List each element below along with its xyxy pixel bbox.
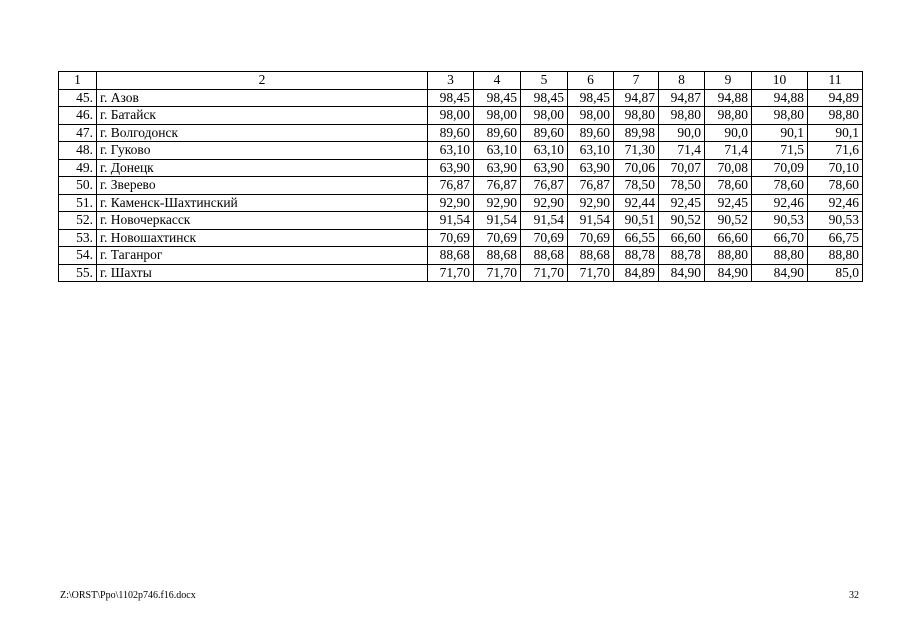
value-cell: 63,90 <box>428 159 474 177</box>
row-number-cell: 54. <box>59 247 97 265</box>
value-cell: 88,68 <box>474 247 521 265</box>
value-cell: 90,53 <box>752 212 808 230</box>
value-cell: 70,06 <box>614 159 659 177</box>
value-cell: 98,00 <box>428 107 474 125</box>
value-cell: 71,70 <box>428 264 474 282</box>
value-cell: 71,70 <box>521 264 568 282</box>
footer-page-number: 32 <box>849 590 859 601</box>
value-cell: 92,90 <box>428 194 474 212</box>
value-cell: 71,70 <box>474 264 521 282</box>
value-cell: 92,90 <box>568 194 614 212</box>
value-cell: 70,69 <box>521 229 568 247</box>
value-cell: 71,70 <box>568 264 614 282</box>
value-cell: 91,54 <box>428 212 474 230</box>
value-cell: 63,90 <box>474 159 521 177</box>
value-cell: 90,52 <box>705 212 752 230</box>
city-name-cell: г. Гуково <box>97 142 428 160</box>
footer-file-path: Z:\ORST\Ppo\1102p746.f16.docx <box>60 590 196 601</box>
value-cell: 92,90 <box>521 194 568 212</box>
value-cell: 92,45 <box>705 194 752 212</box>
value-cell: 76,87 <box>568 177 614 195</box>
row-number-cell: 53. <box>59 229 97 247</box>
value-cell: 71,5 <box>752 142 808 160</box>
row-number-cell: 50. <box>59 177 97 195</box>
row-number-cell: 51. <box>59 194 97 212</box>
value-cell: 91,54 <box>521 212 568 230</box>
header-cell: 6 <box>568 72 614 90</box>
row-number-cell: 47. <box>59 124 97 142</box>
value-cell: 94,88 <box>752 89 808 107</box>
value-cell: 88,80 <box>808 247 863 265</box>
table-row <box>59 89 863 107</box>
value-cell: 76,87 <box>521 177 568 195</box>
value-cell: 92,46 <box>808 194 863 212</box>
value-cell: 90,0 <box>659 124 705 142</box>
table-row <box>59 247 863 265</box>
header-cell: 5 <box>521 72 568 90</box>
value-cell: 90,0 <box>705 124 752 142</box>
value-cell: 63,10 <box>521 142 568 160</box>
city-name-cell: г. Батайск <box>97 107 428 125</box>
value-cell: 88,68 <box>521 247 568 265</box>
table-header-row <box>59 72 863 90</box>
value-cell: 71,4 <box>659 142 705 160</box>
header-cell: 7 <box>614 72 659 90</box>
city-name-cell: г. Новошахтинск <box>97 229 428 247</box>
value-cell: 78,60 <box>705 177 752 195</box>
header-cell: 3 <box>428 72 474 90</box>
value-cell: 76,87 <box>474 177 521 195</box>
value-cell: 92,46 <box>752 194 808 212</box>
value-cell: 88,78 <box>614 247 659 265</box>
value-cell: 71,30 <box>614 142 659 160</box>
value-cell: 66,60 <box>705 229 752 247</box>
city-name-cell: г. Азов <box>97 89 428 107</box>
value-cell: 71,4 <box>705 142 752 160</box>
value-cell: 94,87 <box>659 89 705 107</box>
value-cell: 66,70 <box>752 229 808 247</box>
row-number-cell: 45. <box>59 89 97 107</box>
value-cell: 63,10 <box>474 142 521 160</box>
value-cell: 91,54 <box>568 212 614 230</box>
value-cell: 78,60 <box>808 177 863 195</box>
header-cell: 8 <box>659 72 705 90</box>
value-cell: 92,44 <box>614 194 659 212</box>
value-cell: 98,80 <box>614 107 659 125</box>
row-number-cell: 46. <box>59 107 97 125</box>
data-table <box>58 71 863 282</box>
value-cell: 78,60 <box>752 177 808 195</box>
value-cell: 98,00 <box>521 107 568 125</box>
table-row <box>59 107 863 125</box>
table-row <box>59 177 863 195</box>
city-name-cell: г. Таганрог <box>97 247 428 265</box>
row-number-cell: 52. <box>59 212 97 230</box>
value-cell: 89,60 <box>428 124 474 142</box>
row-number-cell: 48. <box>59 142 97 160</box>
table-row <box>59 159 863 177</box>
value-cell: 88,80 <box>752 247 808 265</box>
city-name-cell: г. Волгодонск <box>97 124 428 142</box>
value-cell: 63,10 <box>568 142 614 160</box>
table-row <box>59 229 863 247</box>
value-cell: 66,60 <box>659 229 705 247</box>
value-cell: 89,60 <box>474 124 521 142</box>
header-cell: 2 <box>97 72 428 90</box>
value-cell: 90,52 <box>659 212 705 230</box>
table-row <box>59 124 863 142</box>
value-cell: 98,00 <box>568 107 614 125</box>
value-cell: 90,1 <box>808 124 863 142</box>
table-row <box>59 264 863 282</box>
value-cell: 98,45 <box>428 89 474 107</box>
header-cell: 4 <box>474 72 521 90</box>
value-cell: 98,00 <box>474 107 521 125</box>
value-cell: 70,08 <box>705 159 752 177</box>
value-cell: 98,45 <box>521 89 568 107</box>
city-name-cell: г. Шахты <box>97 264 428 282</box>
value-cell: 78,50 <box>659 177 705 195</box>
value-cell: 76,87 <box>428 177 474 195</box>
header-cell: 10 <box>752 72 808 90</box>
city-name-cell: г. Донецк <box>97 159 428 177</box>
value-cell: 66,75 <box>808 229 863 247</box>
table-row <box>59 194 863 212</box>
header-cell: 11 <box>808 72 863 90</box>
value-cell: 71,6 <box>808 142 863 160</box>
value-cell: 85,0 <box>808 264 863 282</box>
value-cell: 70,69 <box>568 229 614 247</box>
city-name-cell: г. Каменск-Шахтинский <box>97 194 428 212</box>
value-cell: 98,80 <box>808 107 863 125</box>
value-cell: 89,60 <box>568 124 614 142</box>
value-cell: 78,50 <box>614 177 659 195</box>
value-cell: 84,90 <box>705 264 752 282</box>
header-cell: 9 <box>705 72 752 90</box>
value-cell: 88,80 <box>705 247 752 265</box>
value-cell: 98,80 <box>752 107 808 125</box>
value-cell: 84,90 <box>659 264 705 282</box>
value-cell: 94,89 <box>808 89 863 107</box>
value-cell: 70,69 <box>474 229 521 247</box>
value-cell: 84,90 <box>752 264 808 282</box>
value-cell: 84,89 <box>614 264 659 282</box>
value-cell: 98,45 <box>474 89 521 107</box>
value-cell: 88,68 <box>428 247 474 265</box>
value-cell: 90,53 <box>808 212 863 230</box>
value-cell: 94,87 <box>614 89 659 107</box>
value-cell: 63,90 <box>521 159 568 177</box>
value-cell: 70,69 <box>428 229 474 247</box>
value-cell: 89,98 <box>614 124 659 142</box>
value-cell: 92,45 <box>659 194 705 212</box>
value-cell: 98,80 <box>659 107 705 125</box>
value-cell: 70,07 <box>659 159 705 177</box>
table-row <box>59 212 863 230</box>
value-cell: 88,78 <box>659 247 705 265</box>
city-name-cell: г. Зверево <box>97 177 428 195</box>
row-number-cell: 55. <box>59 264 97 282</box>
header-cell: 1 <box>59 72 97 90</box>
row-number-cell: 49. <box>59 159 97 177</box>
value-cell: 89,60 <box>521 124 568 142</box>
value-cell: 70,09 <box>752 159 808 177</box>
city-name-cell: г. Новочеркасск <box>97 212 428 230</box>
table-body <box>59 72 863 282</box>
value-cell: 70,10 <box>808 159 863 177</box>
value-cell: 92,90 <box>474 194 521 212</box>
value-cell: 63,10 <box>428 142 474 160</box>
value-cell: 98,45 <box>568 89 614 107</box>
value-cell: 66,55 <box>614 229 659 247</box>
table-row <box>59 142 863 160</box>
value-cell: 90,1 <box>752 124 808 142</box>
value-cell: 88,68 <box>568 247 614 265</box>
value-cell: 63,90 <box>568 159 614 177</box>
value-cell: 90,51 <box>614 212 659 230</box>
value-cell: 91,54 <box>474 212 521 230</box>
value-cell: 94,88 <box>705 89 752 107</box>
value-cell: 98,80 <box>705 107 752 125</box>
